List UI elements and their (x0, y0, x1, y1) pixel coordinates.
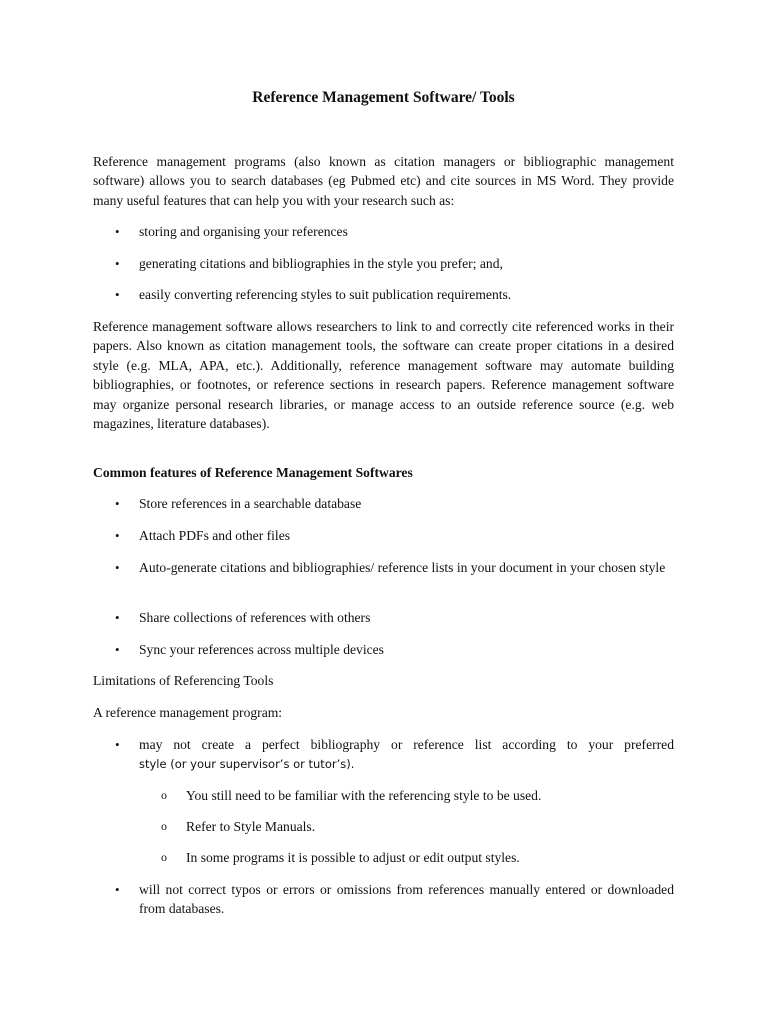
bullet-icon: • (115, 256, 120, 271)
bullet-text: Attach PDFs and other files (139, 528, 291, 543)
bullet-icon: • (115, 224, 120, 239)
bullet-icon: • (115, 496, 120, 511)
bullet-icon: • (115, 882, 120, 897)
document-title: Reference Management Software/ Tools (252, 89, 515, 106)
sub-bullet-text: You still need to be familiar with the referencing style to be used. (186, 788, 542, 803)
limitation-bullet (93, 735, 674, 775)
sub-bullet (93, 786, 674, 805)
bullet-text: easily converting referencing styles to suit publication requirements. (139, 287, 512, 302)
bullet-icon: • (115, 560, 120, 575)
bullet-icon: • (115, 737, 120, 752)
bullet-text: generating citations and bibliographies in the style you prefer; and, (139, 256, 503, 271)
feature-bullet (93, 526, 674, 545)
bullet-icon: • (115, 642, 120, 657)
limitation-line: may not create a perfect bibliography or reference list according to your preferred (139, 737, 674, 752)
limitations-intro: A reference management program: (93, 705, 283, 720)
limitations-heading: Limitations of Referencing Tools (93, 673, 274, 688)
feature-bullet (93, 640, 674, 659)
limitation-bullet (93, 880, 674, 919)
intro-bullet (93, 222, 674, 241)
circle-bullet-icon: o (161, 819, 167, 833)
bullet-text: will not correct typos or errors or omissions from references manually entered or downloaded from databases. (139, 882, 674, 917)
bullet-icon: • (115, 287, 120, 302)
bullet-icon: • (115, 528, 120, 543)
sub-bullet-text: In some programs it is possible to adjust or edit output styles. (186, 850, 520, 865)
feature-bullet (93, 494, 674, 513)
bullet-text: Store references in a searchable database (139, 496, 362, 511)
bullet-text: Share collections of references with others (139, 610, 371, 625)
bullet-text: Sync your references across multiple devices (139, 642, 384, 657)
circle-bullet-icon: o (161, 788, 167, 802)
intro-bullet (93, 285, 674, 304)
description-paragraph: Reference management software allows researchers to link to and correctly cite referenced works in their papers. Also known as citation management tools, the software can create proper citations in a desired style (e.g. MLA, APA, etc.). Additionally, reference management software may automate building bibliographies, or footnotes, or reference sections in research papers. Reference management software may organize personal research libraries, or manage access to an outside reference source (e.g. web magazines, literature databases). (93, 319, 674, 432)
features-heading: Common features of Reference Management Softwares (93, 465, 413, 480)
sub-bullet (93, 817, 674, 836)
bullet-text: storing and organising your references (139, 224, 348, 239)
feature-bullet (93, 558, 674, 577)
bullet-icon: • (115, 610, 120, 625)
feature-bullet (93, 608, 674, 627)
limitation-line-tail: style (or your supervisor’s or tutor’s). (139, 757, 355, 772)
bullet-text (139, 735, 674, 775)
sub-bullet (93, 848, 674, 867)
intro-bullet (93, 254, 674, 273)
sub-bullet-text: Refer to Style Manuals. (186, 819, 316, 834)
bullet-text: Auto-generate citations and bibliographies/ reference lists in your document in your chosen style (139, 560, 666, 575)
intro-paragraph: Reference management programs (also known as citation managers or bibliographic management software) allows you to search databases (eg Pubmed etc) and cite sources in MS Word. They provide many useful features that can help you with your research such as: (93, 154, 674, 208)
circle-bullet-icon: o (161, 850, 167, 864)
